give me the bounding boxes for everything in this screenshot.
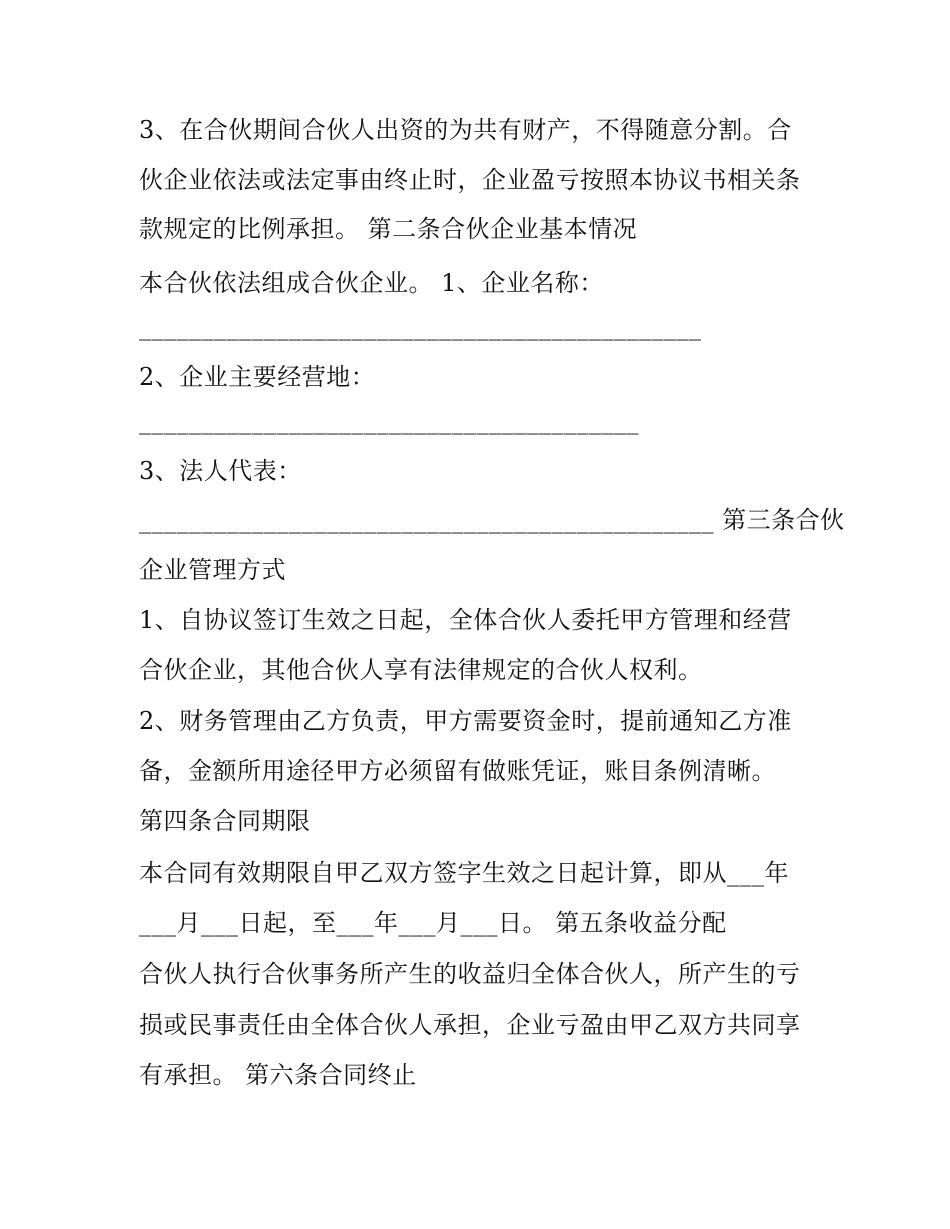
section-heading: 第四条合同期限 bbox=[139, 807, 311, 835]
text-line: 3、法人代表： bbox=[139, 457, 302, 485]
text-line: 合伙人执行合伙事务所产生的收益归全体合伙人，所产生的亏 bbox=[139, 960, 801, 988]
blank-line: _____________________________________________ bbox=[139, 313, 702, 341]
text-line: ______________________________________________ 第三条合伙 bbox=[139, 506, 845, 534]
text-line: 本合伙依法组成合伙企业。 1、企业名称： bbox=[139, 269, 604, 297]
text-line: 有承担。 第六条合同终止 bbox=[139, 1061, 417, 1089]
text-line: ___月___日起，至___年___月___日。 第五条收益分配 bbox=[139, 909, 727, 937]
text-line: 3、在合伙期间合伙人出资的为共有财产，不得随意分割。合 bbox=[139, 116, 792, 144]
text-line: 备，金额所用途径甲方必须留有做账凭证，账目条例清晰。 bbox=[139, 757, 776, 785]
text-line: 1、自协议签订生效之日起，全体合伙人委托甲方管理和经营 bbox=[139, 606, 792, 634]
text-line: 款规定的比例承担。 第二条合伙企业基本情况 bbox=[139, 215, 638, 243]
text-line: 本合同有效期限自甲乙双方签字生效之日起计算，即从___年 bbox=[139, 859, 789, 887]
text-line: 2、财务管理由乙方负责，甲方需要资金时，提前通知乙方准 bbox=[139, 707, 792, 735]
text-line: 损或民事责任由全体合伙人承担，企业亏盈由甲乙双方共同享 bbox=[139, 1011, 801, 1039]
blank-line: ________________________________________ bbox=[139, 407, 639, 435]
text-line: 合伙企业，其他合伙人享有法律规定的合伙人权利。 bbox=[139, 656, 703, 684]
text-line: 企业管理方式 bbox=[139, 556, 286, 584]
text-line: 2、企业主要经营地： bbox=[139, 363, 376, 391]
text-line: 伙企业依法或法定事由终止时，企业盈亏按照本协议书相关条 bbox=[139, 166, 801, 194]
